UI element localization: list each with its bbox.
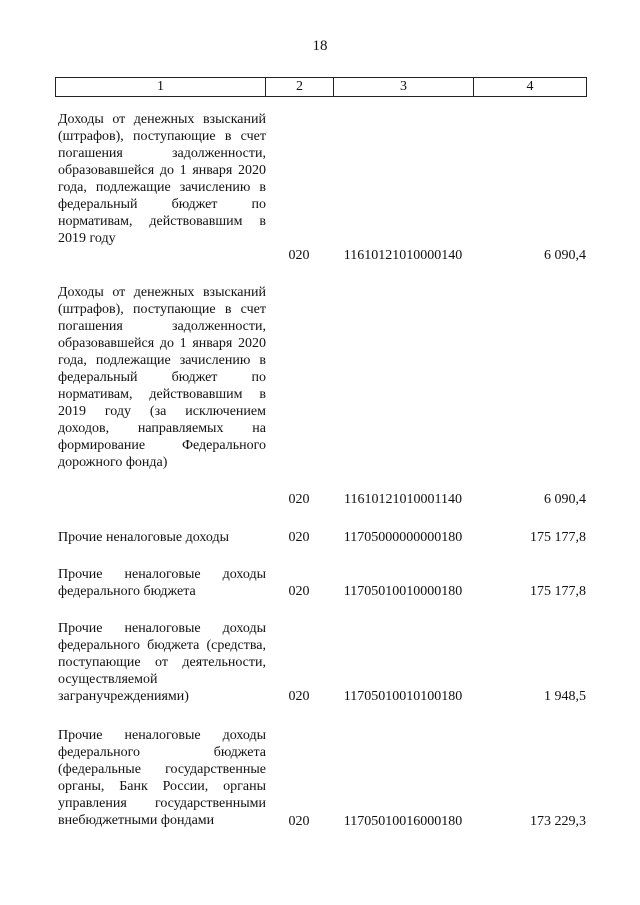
row-amount: 175 177,8: [530, 584, 586, 599]
row-kbk-code: 11705010010100180: [343, 689, 463, 704]
row-amount: 173 229,3: [530, 814, 586, 829]
row-description: Прочие неналоговые доходы федерального бюджета: [58, 567, 266, 599]
row-description: Прочие неналоговые доходы: [58, 530, 230, 545]
column-header-4: 4: [474, 78, 587, 97]
row-kbk-code: 11705010010000180: [343, 584, 463, 599]
row-admin-code: 020: [288, 492, 310, 507]
row-admin-code: 020: [288, 248, 310, 263]
row-kbk-code: 11610121010001140: [344, 492, 462, 507]
column-header-1: 1: [56, 78, 266, 97]
row-amount: 1 948,5: [544, 689, 586, 704]
row-description: Прочие неналоговые доходы федерального бюджета (федеральные государственные органы, Банк России, органы управления государственными внебюджетными фондами: [58, 728, 266, 828]
row-amount: 6 090,4: [544, 248, 586, 263]
row-description: Прочие неналоговые доходы федерального бюджета (средства, поступающие от деятельности, осуществляемой загранучреждениями): [58, 621, 266, 704]
page-number: 18: [312, 38, 328, 54]
column-header-2: 2: [266, 78, 334, 97]
row-description: Доходы от денежных взысканий (штрафов), поступающие в счет погашения задолженности, образовавшейся до 1 января 2020 года, подлежащие зачислению в федеральный бюджет по нормативам, действовавшим в 2019 году: [58, 112, 266, 246]
row-amount: 6 090,4: [544, 492, 586, 507]
row-description: Доходы от денежных взысканий (штрафов), поступающие в счет погашения задолженности, образовавшейся до 1 января 2020 года, подлежащие зачислению в федеральный бюджет по нормативам, действовавшим в 2019 году (за исключением доходов, направляемых на формирование Федерального дорожного фонда): [58, 285, 266, 470]
row-amount: 175 177,8: [530, 530, 586, 545]
row-kbk-code: 11610121010000140: [343, 248, 463, 263]
column-header-table: [55, 77, 587, 97]
column-header-3: 3: [334, 78, 474, 97]
row-kbk-code: 11705010016000180: [343, 814, 463, 829]
row-admin-code: 020: [288, 814, 310, 829]
row-admin-code: 020: [288, 689, 310, 704]
row-admin-code: 020: [288, 530, 310, 545]
row-admin-code: 020: [288, 584, 310, 599]
row-kbk-code: 11705000000000180: [343, 530, 463, 545]
column-header-row: [56, 78, 587, 97]
